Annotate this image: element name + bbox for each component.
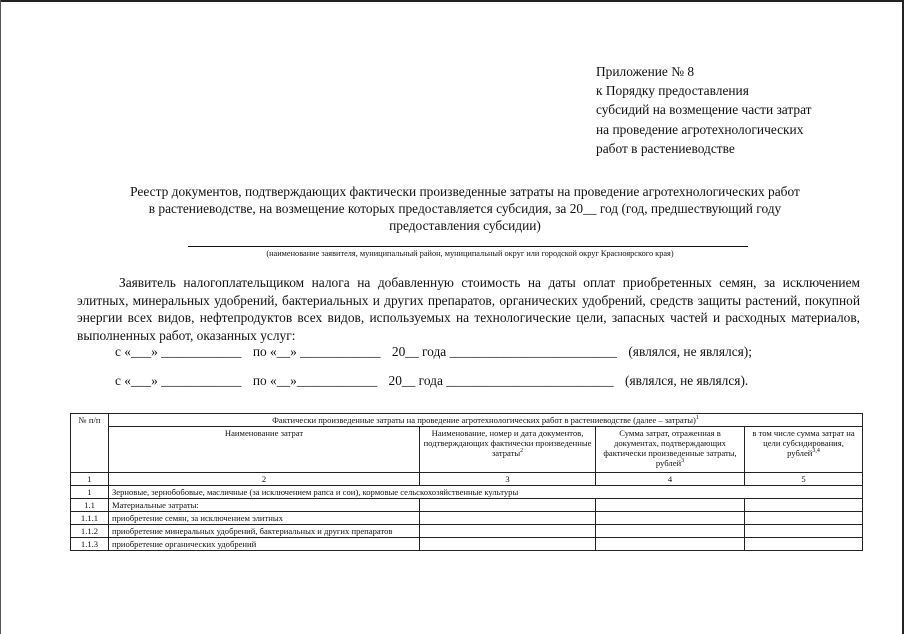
column-number-row bbox=[71, 473, 863, 486]
appendix-line: работ в растениеводстве bbox=[596, 140, 735, 156]
period-year: 20__ года _________________________ bbox=[391, 344, 617, 359]
title-line: предоставления субсидии) bbox=[389, 218, 541, 233]
applicant-caption: (наименование заявителя, муниципальный район, муниципальный округ или городской округ Красноярского края) bbox=[266, 249, 674, 258]
col-sum-header: Сумма затрат, отраженная в документах, подтверждающих фактически произведенные затраты, рублей$^3$ bbox=[596, 427, 745, 473]
appendix-reference bbox=[596, 62, 886, 158]
table-row bbox=[71, 525, 863, 538]
row-number: 1.1 bbox=[71, 499, 109, 512]
table-header-row bbox=[71, 414, 863, 427]
expenses-registry-table bbox=[70, 413, 863, 551]
period-year: 20__ года _________________________ bbox=[388, 373, 614, 388]
table-subheader-row bbox=[71, 427, 863, 473]
row-name: приобретение семян, за исключением элитных bbox=[109, 512, 420, 525]
row-subsidy-cell[interactable] bbox=[745, 538, 863, 551]
period-line-1 bbox=[115, 343, 752, 360]
title-line: Реестр документов, подтверждающих фактически произведенные затраты на проведение агротехнологических работ bbox=[130, 184, 800, 199]
row-number: 1.1.1 bbox=[71, 512, 109, 525]
appendix-line: субсидий на возмещение части затрат bbox=[596, 102, 812, 118]
appendix-line: к Порядку предоставления bbox=[596, 83, 749, 99]
table-row bbox=[71, 512, 863, 525]
vat-status-paragraph: Заявитель налогоплательщиком налога на добавленную стоимость на даты оплат приобретенных семян, за исключением элитных, минеральных удобрений, бактериальных и других препаратов, органических удобрений, средств защиты растений, покупной энергии всех видов, нефтепродуктов всех видов, используемых на технологические цели, запасных частей и расходных материалов, выполненных работ, оказанных услуг: bbox=[77, 275, 860, 343]
applicant-name-line bbox=[188, 246, 748, 247]
table-row bbox=[71, 538, 863, 551]
col-subsidy-sum-header: в том числе сумма затрат на цели субсидирования, рублей$^{3,4}$ bbox=[745, 427, 863, 473]
column-number: 5 bbox=[745, 473, 863, 486]
row-name: приобретение минеральных удобрений, бактериальных и других препаратов bbox=[109, 525, 420, 538]
period-to: по «__» ____________ bbox=[252, 344, 381, 359]
row-number: 1 bbox=[71, 486, 109, 499]
row-sum-cell[interactable] bbox=[596, 538, 745, 551]
row-sum-cell[interactable] bbox=[596, 512, 745, 525]
appendix-line: на проведение агротехнологических bbox=[596, 121, 804, 137]
column-number: 2 bbox=[109, 473, 420, 486]
col-num-header: № п/п bbox=[71, 414, 109, 473]
row-number: 1.1.2 bbox=[71, 525, 109, 538]
column-number: 4 bbox=[596, 473, 745, 486]
scan-top-edge bbox=[0, 0, 904, 2]
row-number: 1.1.3 bbox=[71, 538, 109, 551]
row-documents-cell[interactable] bbox=[420, 525, 596, 538]
row-documents-cell[interactable] bbox=[420, 538, 596, 551]
period-from: с «___» ____________ bbox=[115, 373, 242, 388]
group-header: Фактически произведенные затраты на проведение агротехнологических работ в растениеводстве (далее – затраты)$^1$ bbox=[109, 414, 863, 427]
row-name: Материальные затраты: bbox=[109, 499, 420, 512]
row-subsidy-cell[interactable] bbox=[745, 499, 863, 512]
period-from: с «___» ____________ bbox=[115, 344, 242, 359]
col-documents-header: Наименование, номер и дата документов, подтверждающих фактически произведенные затраты$^2$ bbox=[420, 427, 596, 473]
column-number: 3 bbox=[420, 473, 596, 486]
row-documents-cell[interactable] bbox=[420, 512, 596, 525]
row-sum-cell[interactable] bbox=[596, 499, 745, 512]
period-status: (являлся, не являлся). bbox=[624, 373, 749, 388]
row-name: Зерновые, зернобобовые, масличные (за исключением рапса и сои), кормовые сельскохозяйственные культуры bbox=[109, 486, 863, 499]
period-line-2 bbox=[115, 372, 748, 389]
row-subsidy-cell[interactable] bbox=[745, 512, 863, 525]
row-sum-cell[interactable] bbox=[596, 525, 745, 538]
document-title bbox=[70, 183, 860, 234]
period-status: (являлся, не являлся); bbox=[628, 344, 752, 359]
col-name-header: Наименование затрат bbox=[109, 427, 420, 473]
table-row bbox=[71, 486, 863, 499]
period-to: по «__»____________ bbox=[252, 373, 378, 388]
scan-left-edge bbox=[0, 0, 1, 634]
table-row bbox=[71, 499, 863, 512]
title-line: в растениеводстве, на возмещение которых предоставляется субсидия, за 20__ год (год, предшествующий году bbox=[148, 201, 782, 216]
column-number: 1 bbox=[71, 473, 109, 486]
appendix-line: Приложение № 8 bbox=[596, 64, 695, 79]
row-name: приобретение органических удобрений bbox=[109, 538, 420, 551]
row-subsidy-cell[interactable] bbox=[745, 525, 863, 538]
row-documents-cell[interactable] bbox=[420, 499, 596, 512]
